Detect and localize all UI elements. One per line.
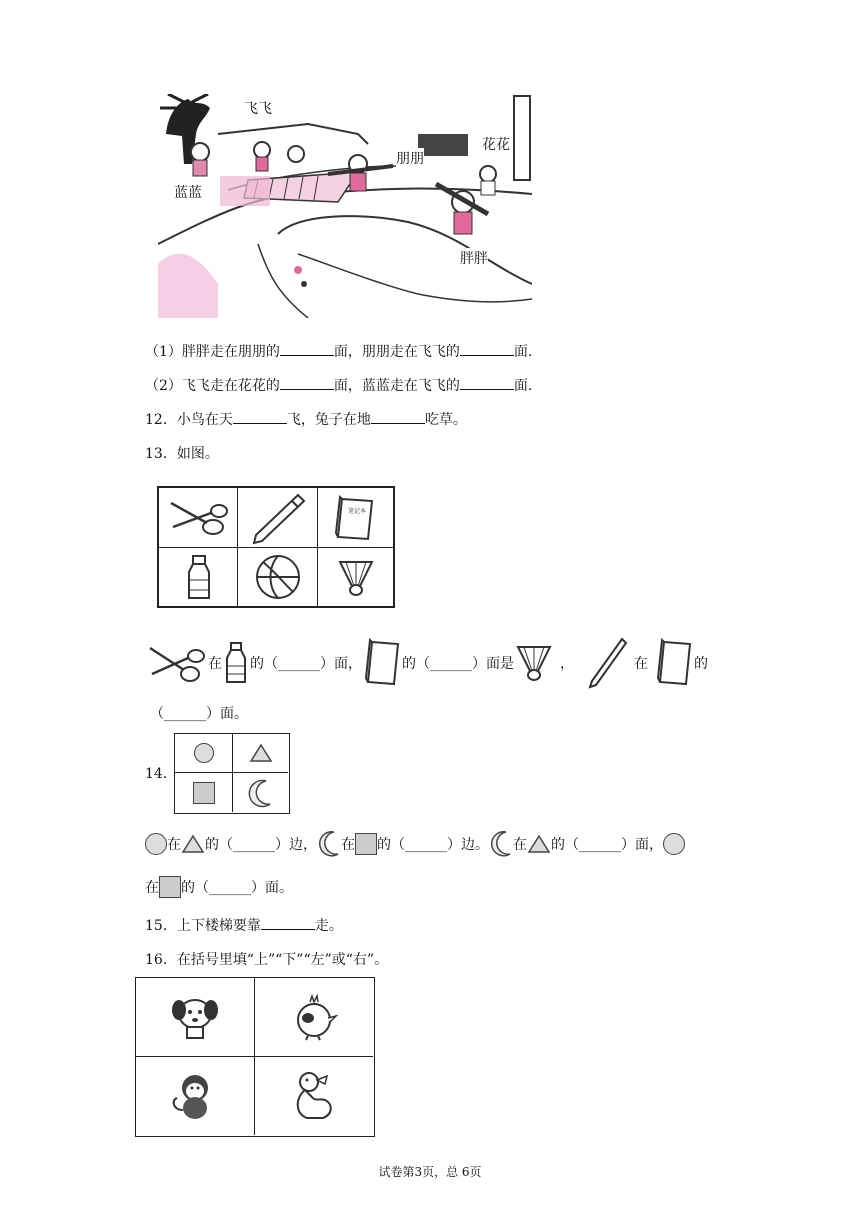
- notebook-cover-label: 笔记本: [348, 508, 367, 515]
- q16-grid: [135, 977, 375, 1137]
- label-feifei: 飞飞: [244, 101, 272, 117]
- scissors-icon: [163, 493, 233, 543]
- q16-title: 16．在括号里填“上”“下”“左”或“右”。: [145, 952, 389, 968]
- q13-grid: [157, 486, 395, 608]
- pencil-icon: [588, 637, 628, 689]
- grid-cell: [238, 488, 318, 548]
- label-pangpang: 胖胖: [460, 248, 488, 268]
- q13-title: 13．如图。: [145, 446, 219, 462]
- grid-cell: [136, 1057, 255, 1135]
- shuttlecock-icon: [336, 556, 376, 600]
- square-icon: [355, 833, 377, 855]
- circle-icon: [145, 833, 167, 855]
- ball-icon: [253, 552, 303, 602]
- shuttlecock-icon: [514, 641, 554, 685]
- moon-icon: [489, 830, 513, 858]
- scissors-icon: [148, 638, 208, 688]
- answer-blank[interactable]: [233, 410, 287, 424]
- label-pengpeng: 朋朋: [396, 148, 424, 168]
- notebook-icon: [330, 493, 380, 543]
- scene-illustration: [158, 94, 532, 318]
- answer-blank[interactable]: [280, 376, 334, 390]
- bottle-icon: [179, 552, 219, 602]
- grid-cell: [255, 1057, 373, 1135]
- circle-icon: [194, 743, 214, 763]
- triangle-icon: [249, 743, 273, 763]
- square-icon: [159, 876, 181, 898]
- grid-cell: [238, 548, 318, 606]
- grid-cell: [318, 488, 395, 548]
- notebook-icon: [654, 638, 694, 688]
- duck-icon: [289, 1068, 339, 1124]
- children-walking-scene: [158, 94, 532, 318]
- q15-line: 15．上下楼梯要靠 走。: [145, 918, 343, 934]
- pencil-icon: [248, 491, 308, 545]
- answer-blank[interactable]: [460, 342, 514, 356]
- q11-line2: （2）飞飞走在花花的 面，蓝蓝走在飞飞的 面.: [145, 378, 533, 394]
- answer-blank[interactable]: [280, 342, 334, 356]
- moon-icon: [317, 830, 341, 858]
- label-huahua: 花花: [482, 134, 510, 154]
- circle-icon: [663, 833, 685, 855]
- square-icon: [193, 782, 215, 804]
- grid-cell: [159, 548, 238, 606]
- q14-sentence1: 在 的（______）边， 在 的（______）边。 在 的（______）面，: [145, 830, 685, 858]
- triangle-icon: [527, 834, 551, 854]
- q13-sentence-end: （______）面。: [150, 706, 248, 722]
- notebook-icon: [362, 638, 402, 688]
- answer-blank[interactable]: [371, 410, 425, 424]
- answer-blank[interactable]: [261, 916, 315, 930]
- grid-cell: [175, 734, 233, 773]
- answer-blank[interactable]: [460, 376, 514, 390]
- grid-cell: [255, 978, 373, 1057]
- page-footer: 试卷第3页，总 6页: [378, 1165, 482, 1179]
- puppy-icon: [167, 994, 223, 1040]
- grid-cell: [318, 548, 395, 606]
- q14-number: 14．: [145, 766, 177, 782]
- chick-icon: [286, 992, 342, 1042]
- grid-cell: [233, 734, 288, 773]
- label-lanlan: 蓝蓝: [174, 185, 202, 201]
- grid-cell: [159, 488, 238, 548]
- grid-cell: [233, 773, 288, 812]
- triangle-icon: [181, 834, 205, 854]
- grid-cell: [136, 978, 255, 1057]
- moon-icon: [248, 778, 274, 808]
- monkey-icon: [167, 1070, 223, 1122]
- q12-line: 12．小鸟在天 飞，兔子在地 吃草。: [145, 412, 467, 428]
- q11-line1: （1）胖胖走在朋朋的 面，朋朋走在飞飞的 面.: [145, 344, 533, 360]
- bottle-icon: [222, 640, 250, 686]
- q13-sentence: 在 的（______）面， 的（______）面是 ， 在 的: [148, 636, 708, 690]
- q14-sentence2: 在 的（______）面。: [145, 874, 293, 900]
- grid-cell: [175, 773, 233, 812]
- q14-grid: [174, 733, 290, 814]
